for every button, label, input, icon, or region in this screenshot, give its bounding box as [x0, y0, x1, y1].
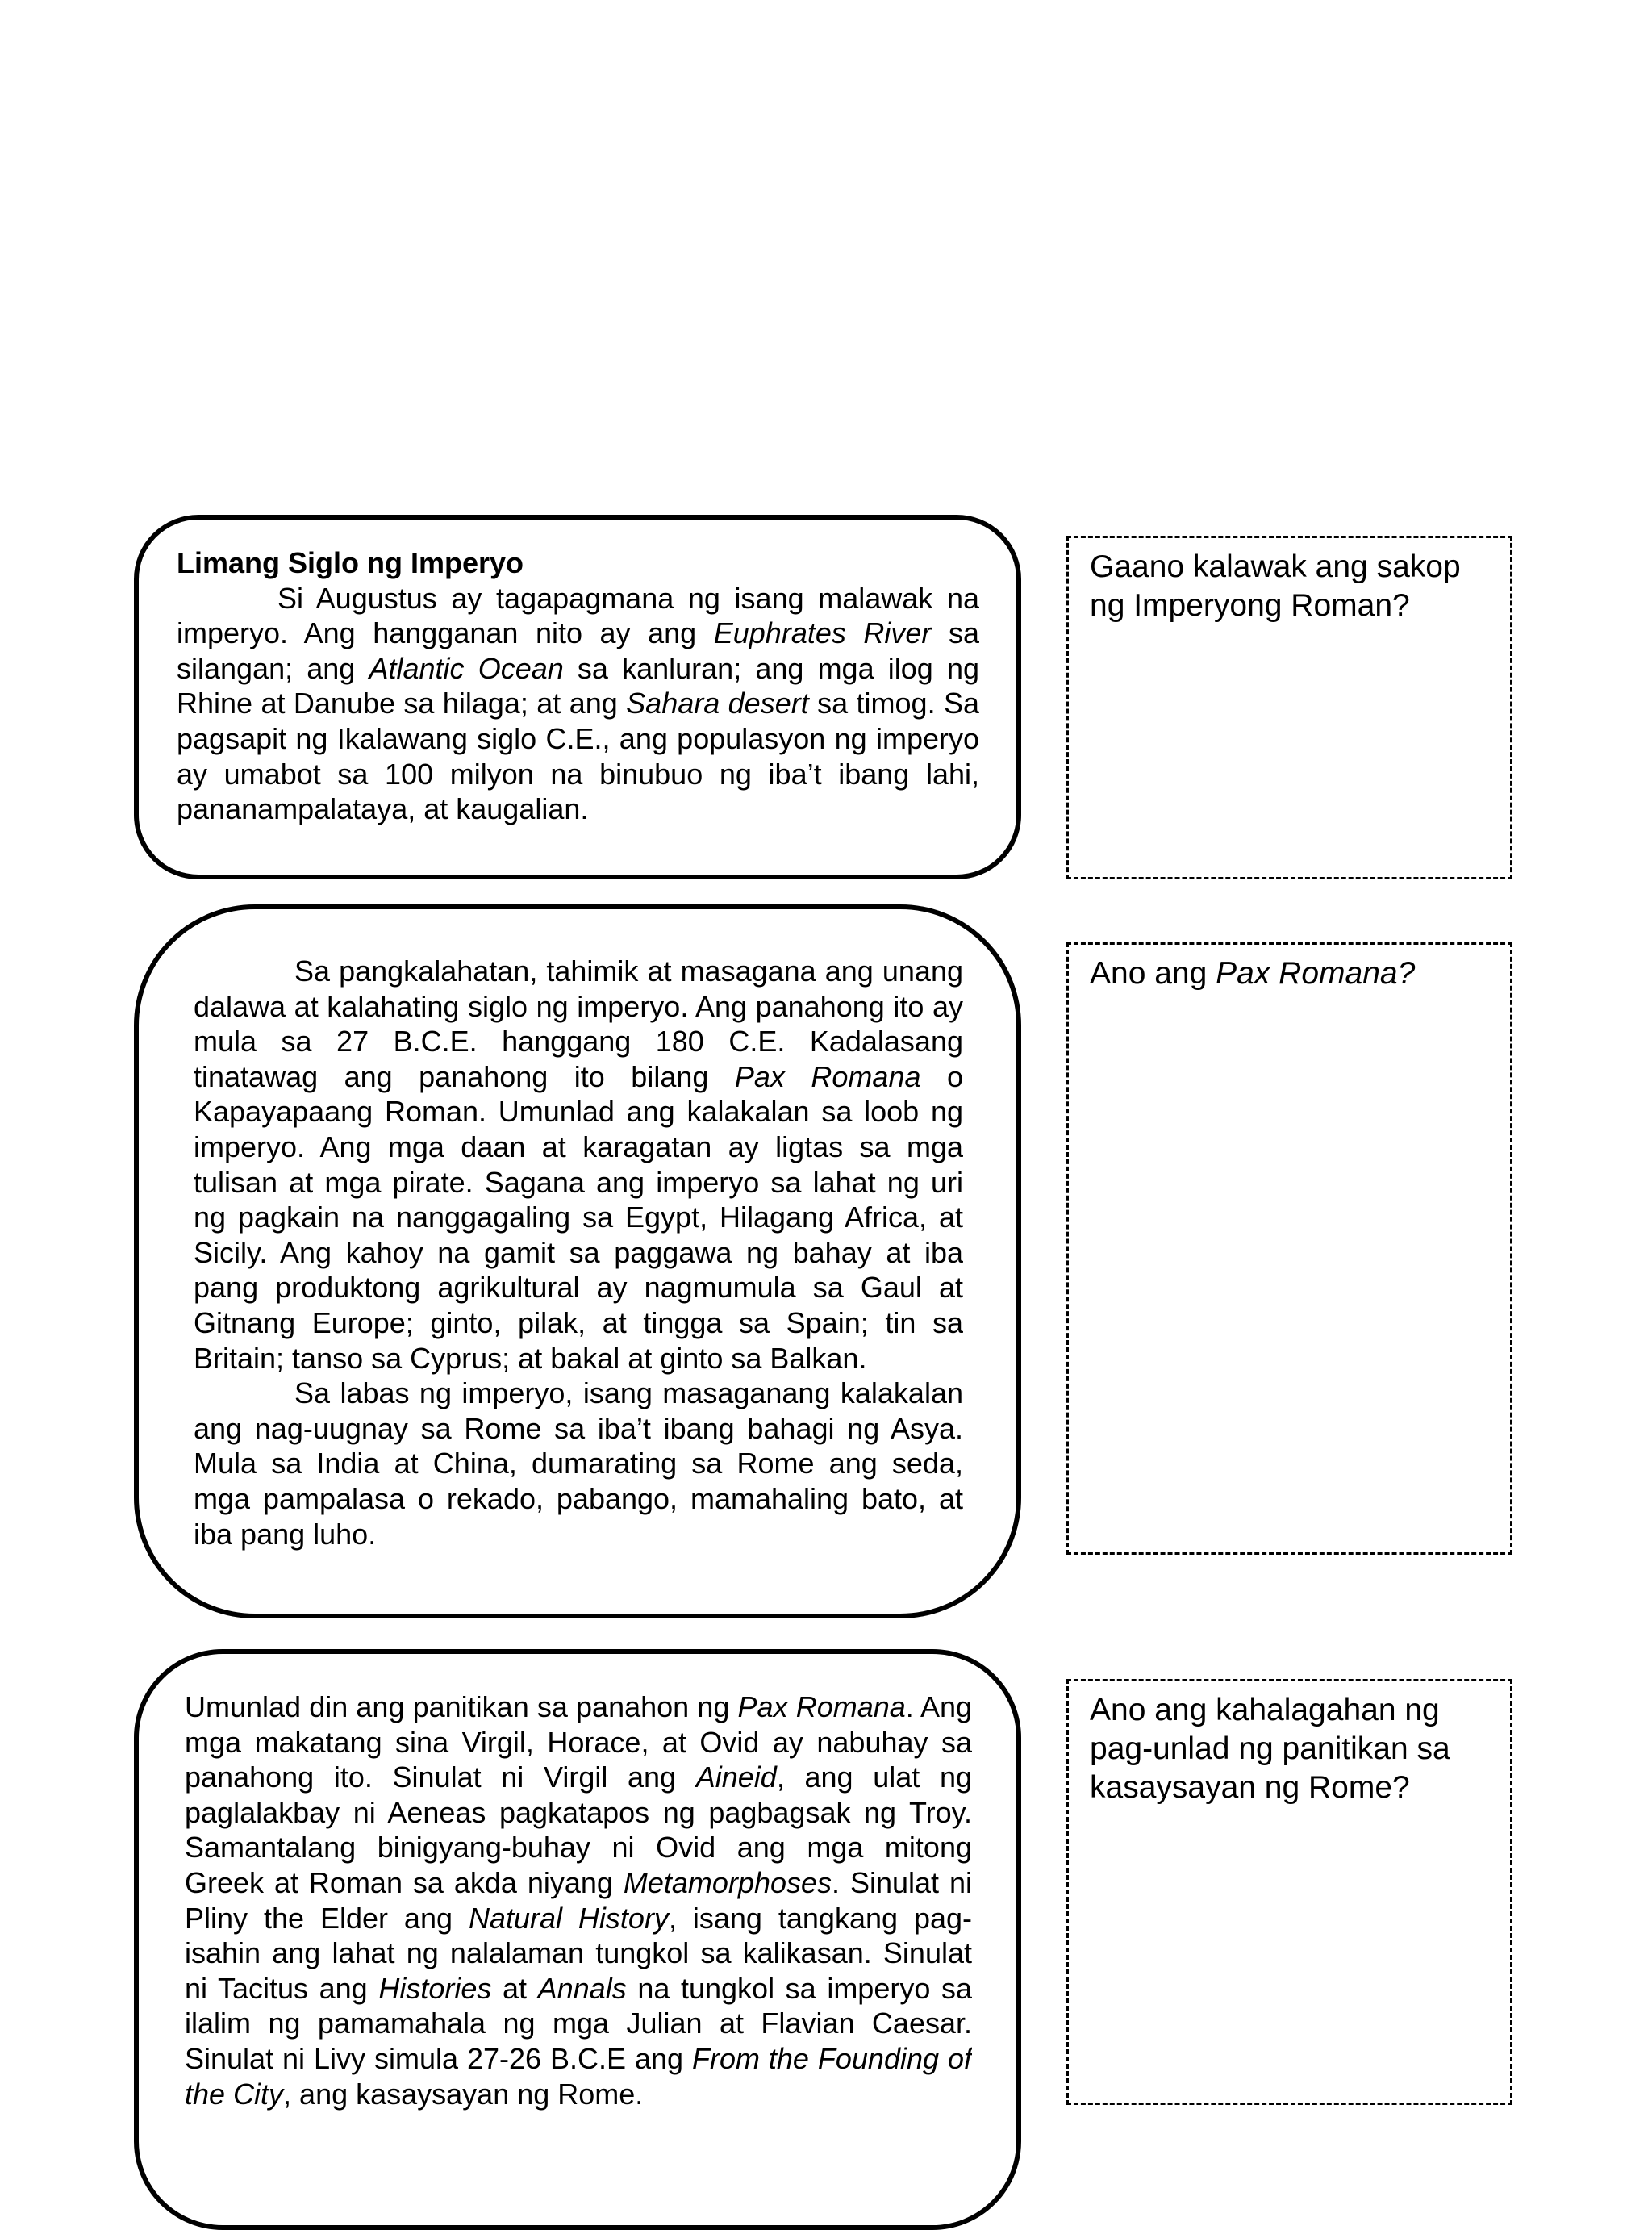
text-run: sa kanluran; ang mga ilog ng Rhine at Danube sa hilaga; at ang — [177, 651, 979, 720]
text-run: Sa labas ng imperyo, isang masaganang kalakalan ang nag-uugnay sa Rome sa iba’t ibang bahagi ng Asya. Mula sa India at China, dumarating sa Rome ang seda, mga pampalasa o rekado, pabango, mamahaling bato, at iba pang luho. — [194, 1376, 963, 1551]
section-3-text — [185, 1689, 972, 2153]
italic-text-run: Atlantic Ocean — [369, 651, 564, 685]
text-run: . Ang mga makatang sina Virgil, Horace, at Ovid ay nabuhay sa panahong ito. Sinulat ni Virgil ang — [185, 1690, 972, 1794]
section-title: Limang Siglo ng Imperyo — [177, 546, 524, 579]
italic-text-run: From the Founding of the City — [185, 2041, 972, 2111]
text-run: Umunlad din ang panitikan sa panahon ng — [185, 1690, 738, 1723]
question-box-1[interactable] — [1066, 536, 1512, 879]
italic-text-run: Pax Romana — [734, 1059, 921, 1093]
text-run: Gaano kalawak ang sakop ng Imperyong Roman? — [1090, 549, 1461, 623]
text-run: na tungkol sa imperyo sa ilalim ng pamamahala ng mga Julian at Flavian Caesar. Sinulat ni Livy simula 27-26 B.C.E ang — [185, 1971, 972, 2075]
italic-text-run: Metamorphoses — [623, 1865, 832, 1899]
text-run: , isang tangkang pag-isahin ang lahat ng nalalaman tungkol sa kalikasan. Sinulat ni Tacitus ang — [185, 1901, 972, 2005]
question-box-3[interactable] — [1066, 1679, 1512, 2105]
question-3-text — [1090, 1693, 1450, 1805]
italic-text-run: Sahara desert — [626, 687, 809, 720]
section-2-paragraph-1 — [194, 954, 963, 1376]
section-2-text — [194, 954, 963, 1573]
text-run: sa timog. Sa pagsapit ng Ikalawang siglo C.E., ang populasyon ng imperyo ay umabot sa 100 milyon na binubuo ng iba’t ibang lahi, pananampalataya, at kaugalian. — [177, 687, 979, 826]
question-box-2[interactable] — [1066, 942, 1512, 1555]
section-2-paragraph-2 — [194, 1376, 963, 1551]
text-run: Sa pangkalahatan, tahimik at masagana ang unang dalawa at kalahating siglo ng imperyo. Ang panahong ito ay mula sa 27 B.C.E. hanggang 180 C.E. Kadalasang tinatawag ang panahong ito bilang — [194, 954, 963, 1093]
section-1-text — [177, 545, 979, 850]
text-run: Si Augustus ay tagapagmana ng isang malawak na imperyo. Ang hangganan nito ay ang — [177, 581, 979, 650]
text-run: at — [491, 1971, 538, 2005]
section-1-paragraph-1 — [177, 581, 979, 827]
italic-text-run: Pax Romana? — [1216, 956, 1416, 991]
text-run: . Sinulat ni Pliny the Elder ang — [185, 1865, 972, 1935]
text-run: , ang ulat ng paglalakbay ni Aeneas pagkatapos ng pagbagsak ng Troy. Samantalang binigyang-buhay ni Ovid ang mga mitong Greek at Roman sa akda niyang — [185, 1760, 972, 1899]
text-run: Ano ang — [1090, 956, 1216, 991]
question-1-text — [1090, 549, 1461, 623]
italic-text-run: Pax Romana — [737, 1690, 906, 1723]
italic-text-run: Natural History — [468, 1901, 669, 1935]
text-run: sa silangan; ang — [177, 616, 979, 685]
italic-text-run: Histories — [378, 1971, 492, 2005]
text-run: Ano ang kahalagahan ng pag-unlad ng panitikan sa kasaysayan ng Rome? — [1090, 1693, 1450, 1805]
text-run: o Kapayapaang Roman. Umunlad ang kalakalan sa loob ng imperyo. Ang mga daan at karagatan ay ligtas sa mga tulisan at mga pirate. Sagana ang imperyo sa lahat ng uri ng pagkain na nanggagaling sa Egypt, Hilagang Africa, at Sicily. Ang kahoy na gamit sa paggawa ng bahay at iba pang produktong agrikultural ay nagmumula sa Gaul at Gitnang Europe; ginto, pilak, at tingga sa Spain; tin sa Britain; tanso sa Cyprus; at bakal at ginto sa Balkan. — [194, 1059, 963, 1375]
text-run: , ang kasaysayan ng Rome. — [283, 2077, 644, 2111]
italic-text-run: Annals — [537, 1971, 627, 2005]
italic-text-run: Aineid — [695, 1760, 777, 1794]
question-2-text — [1090, 956, 1415, 991]
italic-text-run: Euphrates River — [713, 616, 932, 650]
section-3-paragraph-1 — [185, 1689, 972, 2111]
